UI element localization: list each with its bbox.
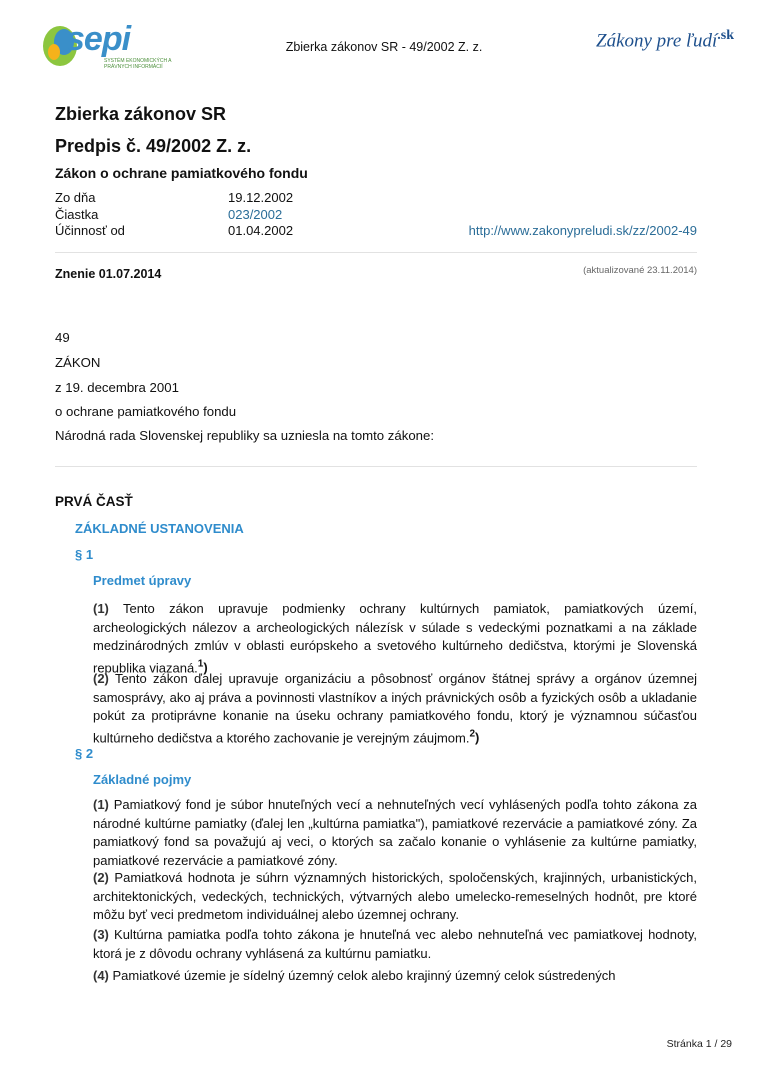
sepi-logo-subtitle: SYSTÉM EKONOMICKÝCH A PRÁVNYCH INFORMÁCIÍ	[104, 58, 172, 70]
footnote-ref[interactable]: $^2$)	[469, 728, 480, 745]
part-label: Čiastka	[55, 207, 99, 222]
s2-paragraph-1	[93, 796, 697, 870]
page-number: Stránka 1 / 29	[666, 1038, 732, 1050]
section-1-label: § 1	[75, 547, 94, 562]
part-link[interactable]: 023/2002	[228, 207, 283, 222]
effect-value: 01.04.2002	[228, 223, 294, 238]
paragraph-number: (2)	[93, 870, 109, 885]
date-value: 19.12.2002	[228, 190, 294, 205]
s1-paragraph-2	[93, 670, 697, 747]
brand-suffix: .sk	[717, 28, 734, 43]
divider	[55, 466, 697, 467]
paragraph-number: (3)	[93, 927, 109, 942]
updated-note: (aktualizované 23.11.2014)	[583, 265, 697, 276]
s1-paragraph-1	[93, 600, 697, 677]
zakony-pre-ludi-logo[interactable]	[596, 28, 734, 52]
paragraph-text: Kultúrna pamiatka podľa tohto zákona je hnuteľná vec alebo nehnuteľná vec pamiatkovej hodnoty, ktorá je z dôvodu ochrany vyhlásená za kultúrnu pamiatku.	[93, 927, 697, 961]
s2-paragraph-3	[93, 926, 697, 963]
section-1-title: Predmet úpravy	[93, 573, 192, 588]
paragraph-number: (2)	[93, 671, 109, 686]
law-number: 49	[55, 330, 70, 345]
paragraph-text: Tento zákon ďalej upravuje organizáciu a pôsobnosť orgánov štátnej správy a orgánov územnej samosprávy, ako aj práva a povinnosti vlastníkov a iných právnických osôb a fyzických osôb a ukladanie pokút za protiprávne konanie na úseku ochrany pamiatkového fondu, ktorý je významnou súčasťou kultúrneho dedičstva a ktorého zachovanie je verejným záujmom.	[93, 671, 697, 745]
brand-name: Zákony pre ľudí	[596, 30, 718, 52]
section-2-title: Základné pojmy	[93, 772, 192, 787]
part-title: PRVÁ ČASŤ	[55, 494, 133, 509]
paragraph-text: Pamiatkové územie je sídelný územný celok alebo krajinný územný celok sústredených	[112, 968, 616, 983]
s2-paragraph-4	[93, 967, 697, 986]
collection-title: Zbierka zákonov SR	[55, 104, 227, 124]
source-url-link[interactable]: http://www.zakonypreludi.sk/zz/2002-49	[468, 223, 697, 238]
paragraph-text: Tento zákon upravuje podmienky ochrany kultúrnych pamiatok, pamiatkových území, archeologických nálezov a archeologických nálezísk v súlade s vedeckými poznatkami a na základe medzinárodných zmlúv v oblasti európskeho a svetového kultúrneho dedičstva, ktorými je Slovenská republika viazaná.	[93, 601, 697, 675]
law-name: Zákon o ochrane pamiatkového fondu	[55, 165, 308, 181]
sepi-logo-word: sepi	[66, 20, 131, 58]
paragraph-number: (4)	[93, 968, 109, 983]
version-label: Znenie 01.07.2014	[55, 267, 162, 281]
effect-label: Účinnosť od	[55, 223, 125, 238]
law-type: ZÁKON	[55, 355, 101, 370]
paragraph-number: (1)	[93, 797, 109, 812]
law-date: z 19. decembra 2001	[55, 380, 179, 395]
section-2-label: § 2	[75, 746, 94, 761]
page-header-title: Zbierka zákonov SR - 49/2002 Z. z.	[285, 40, 483, 54]
paragraph-number: (1)	[93, 601, 109, 616]
date-label: Zo dňa	[55, 190, 96, 205]
footnote-ref[interactable]: $^1$)	[197, 658, 208, 675]
paragraph-text: Pamiatkový fond je súbor hnuteľných vecí a nehnuteľných vecí vyhlásených podľa tohto zákona za národné kultúrne pamiatky (ďalej len „kultúrna pamiatka"), pamiatkové rezervácie a pamiatkové zóny. Za pamiatkový fond sa považujú aj veci, o ktorých sa začalo konanie o vyhlásenie za kultúrne pamiatky, pamiatkové rezervácie a pamiatkové zóny.	[93, 797, 697, 868]
part-heading: ZÁKLADNÉ USTANOVENIA	[75, 521, 244, 536]
law-subject: o ochrane pamiatkového fondu	[55, 404, 237, 419]
s2-paragraph-2	[93, 869, 697, 925]
regulation-title: Predpis č. 49/2002 Z. z.	[55, 136, 252, 156]
paragraph-text: Pamiatková hodnota je súhrn významných historických, spoločenských, krajinných, urbanistických, architektonických, vedeckých, technických, výtvarných alebo umelecko-remeselných hodnôt, pre ktoré môžu byť veci predmetom individuálnej alebo územnej ochrany.	[93, 870, 697, 922]
preamble: Národná rada Slovenskej republiky sa uzniesla na tomto zákone:	[55, 428, 434, 443]
divider	[55, 252, 697, 253]
